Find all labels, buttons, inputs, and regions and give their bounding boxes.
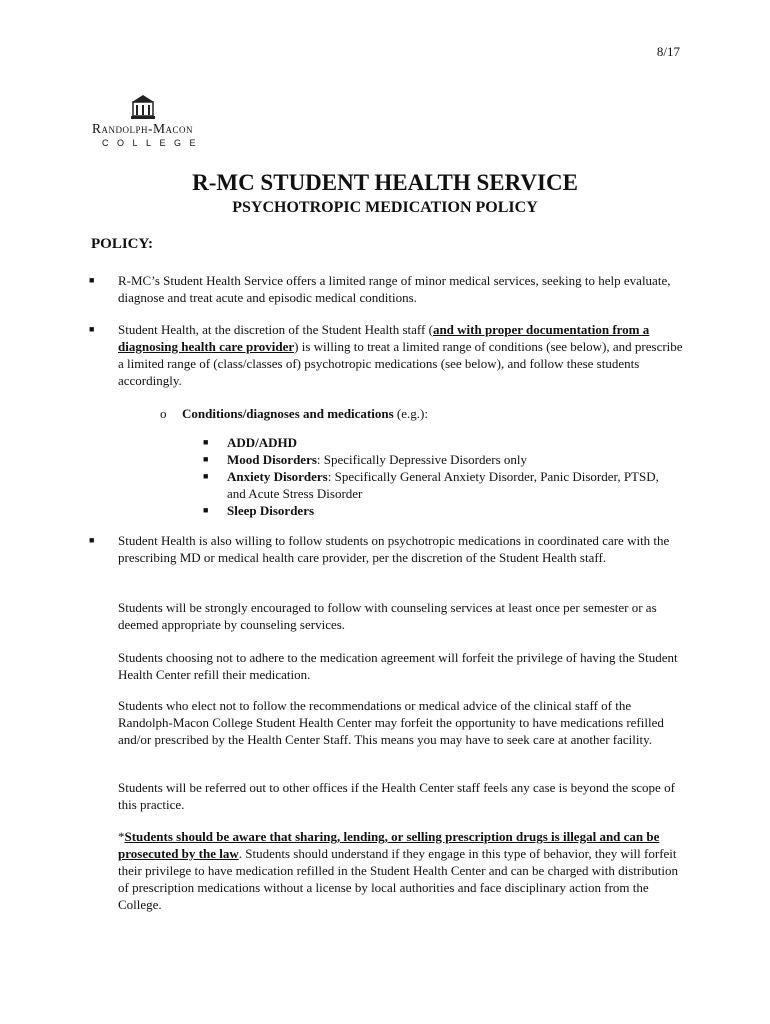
logo-name: Randolph-Macon	[92, 121, 194, 136]
bullet-marker: ■	[89, 535, 95, 545]
legal-asterisk: *	[118, 829, 125, 844]
logo-college: COLLEGE	[102, 138, 205, 148]
condition-item	[227, 451, 667, 468]
condition-name: Mood Disorders	[227, 452, 317, 467]
paragraph-referral: Students will be referred out to other offices if the Health Center staff feels any case is beyond the scope of this practice.	[118, 780, 675, 812]
paragraph-counseling: Students will be strongly encouraged to follow with counseling services at least once per semester or as deemed appropriate by counseling services.	[118, 600, 657, 632]
policy-heading: POLICY:	[91, 236, 153, 252]
condition-name: Sleep Disorders	[227, 503, 315, 518]
sublist-marker: o	[160, 406, 167, 421]
conditions-heading-rest: (e.g.):	[393, 406, 428, 421]
condition-item	[227, 468, 667, 502]
paragraph-medication-agreement: Students choosing not to adhere to the medication agreement will forfeit the privilege of having the Student Health Center refill their medication.	[118, 650, 678, 682]
bullet-2-emphasis: and with proper documentation from a diagnosing health care provider	[118, 322, 650, 354]
condition-marker: ■	[203, 505, 209, 515]
paragraph-legal-warning	[118, 828, 683, 913]
bullet-marker: ■	[89, 324, 95, 334]
legal-warning-rest: . Students should understand if they engage in this type of behavior, they will forfeit their privilege to have medication refilled in the Student Health Center and can be charged with distribution of prescription medications without a license by local authorities and face disciplinary action from the College.	[118, 846, 679, 912]
condition-name: Anxiety Disorders	[227, 469, 328, 484]
page-date: 8/17	[656, 44, 680, 59]
conditions-heading	[182, 405, 428, 422]
condition-item	[227, 502, 667, 519]
condition-marker: ■	[203, 437, 209, 447]
condition-item	[227, 434, 667, 451]
bullet-3-text: Student Health is also willing to follow students on psychotropic medications in coordinated care with the prescribing MD or medical health care provider, per the discretion of the Student Health staff.	[118, 533, 670, 565]
legal-warning-emphasis: Students should be aware that sharing, lending, or selling prescription drugs is illegal and can be prosecuted by the law	[118, 829, 660, 861]
conditions-heading-bold: Conditions/diagnoses and medications	[182, 406, 394, 421]
paragraph-recommendations: Students who elect not to follow the recommendations or medical advice of the clinical staff of the Randolph-Macon College Student Health Center may forfeit the opportunity to have medications refilled and/or prescribed by the Health Center Staff. This means you may have to seek care at another facility.	[118, 698, 664, 747]
bullet-2-text	[118, 321, 683, 389]
condition-detail: : Specifically Depressive Disorders only	[316, 452, 528, 467]
bullet-2-post: ) is willing to treat a limited range of conditions (see below), and prescribe a limited range of (class/classes of) psychotropic medications (see below), and follow these students accordingly.	[118, 339, 683, 388]
college-logo	[92, 94, 212, 148]
document-subtitle: PSYCHOTROPIC MEDICATION POLICY	[232, 199, 538, 216]
bullet-marker: ■	[89, 275, 95, 285]
college-building-icon	[130, 94, 156, 120]
condition-detail: : Specifically General Anxiety Disorder, Panic Disorder, PTSD, and Acute Stress Disorder	[227, 469, 659, 501]
condition-marker: ■	[203, 454, 209, 464]
bullet-1-text: R-MC’s Student Health Service offers a limited range of minor medical services, seeking to help evaluate, diagnose and treat acute and episodic medical conditions.	[118, 273, 671, 305]
condition-marker: ■	[203, 471, 209, 481]
bullet-2-pre: Student Health, at the discretion of the Student Health staff (	[118, 322, 433, 337]
document-title: R-MC STUDENT HEALTH SERVICE	[192, 170, 578, 195]
condition-name: ADD/ADHD	[227, 435, 298, 450]
